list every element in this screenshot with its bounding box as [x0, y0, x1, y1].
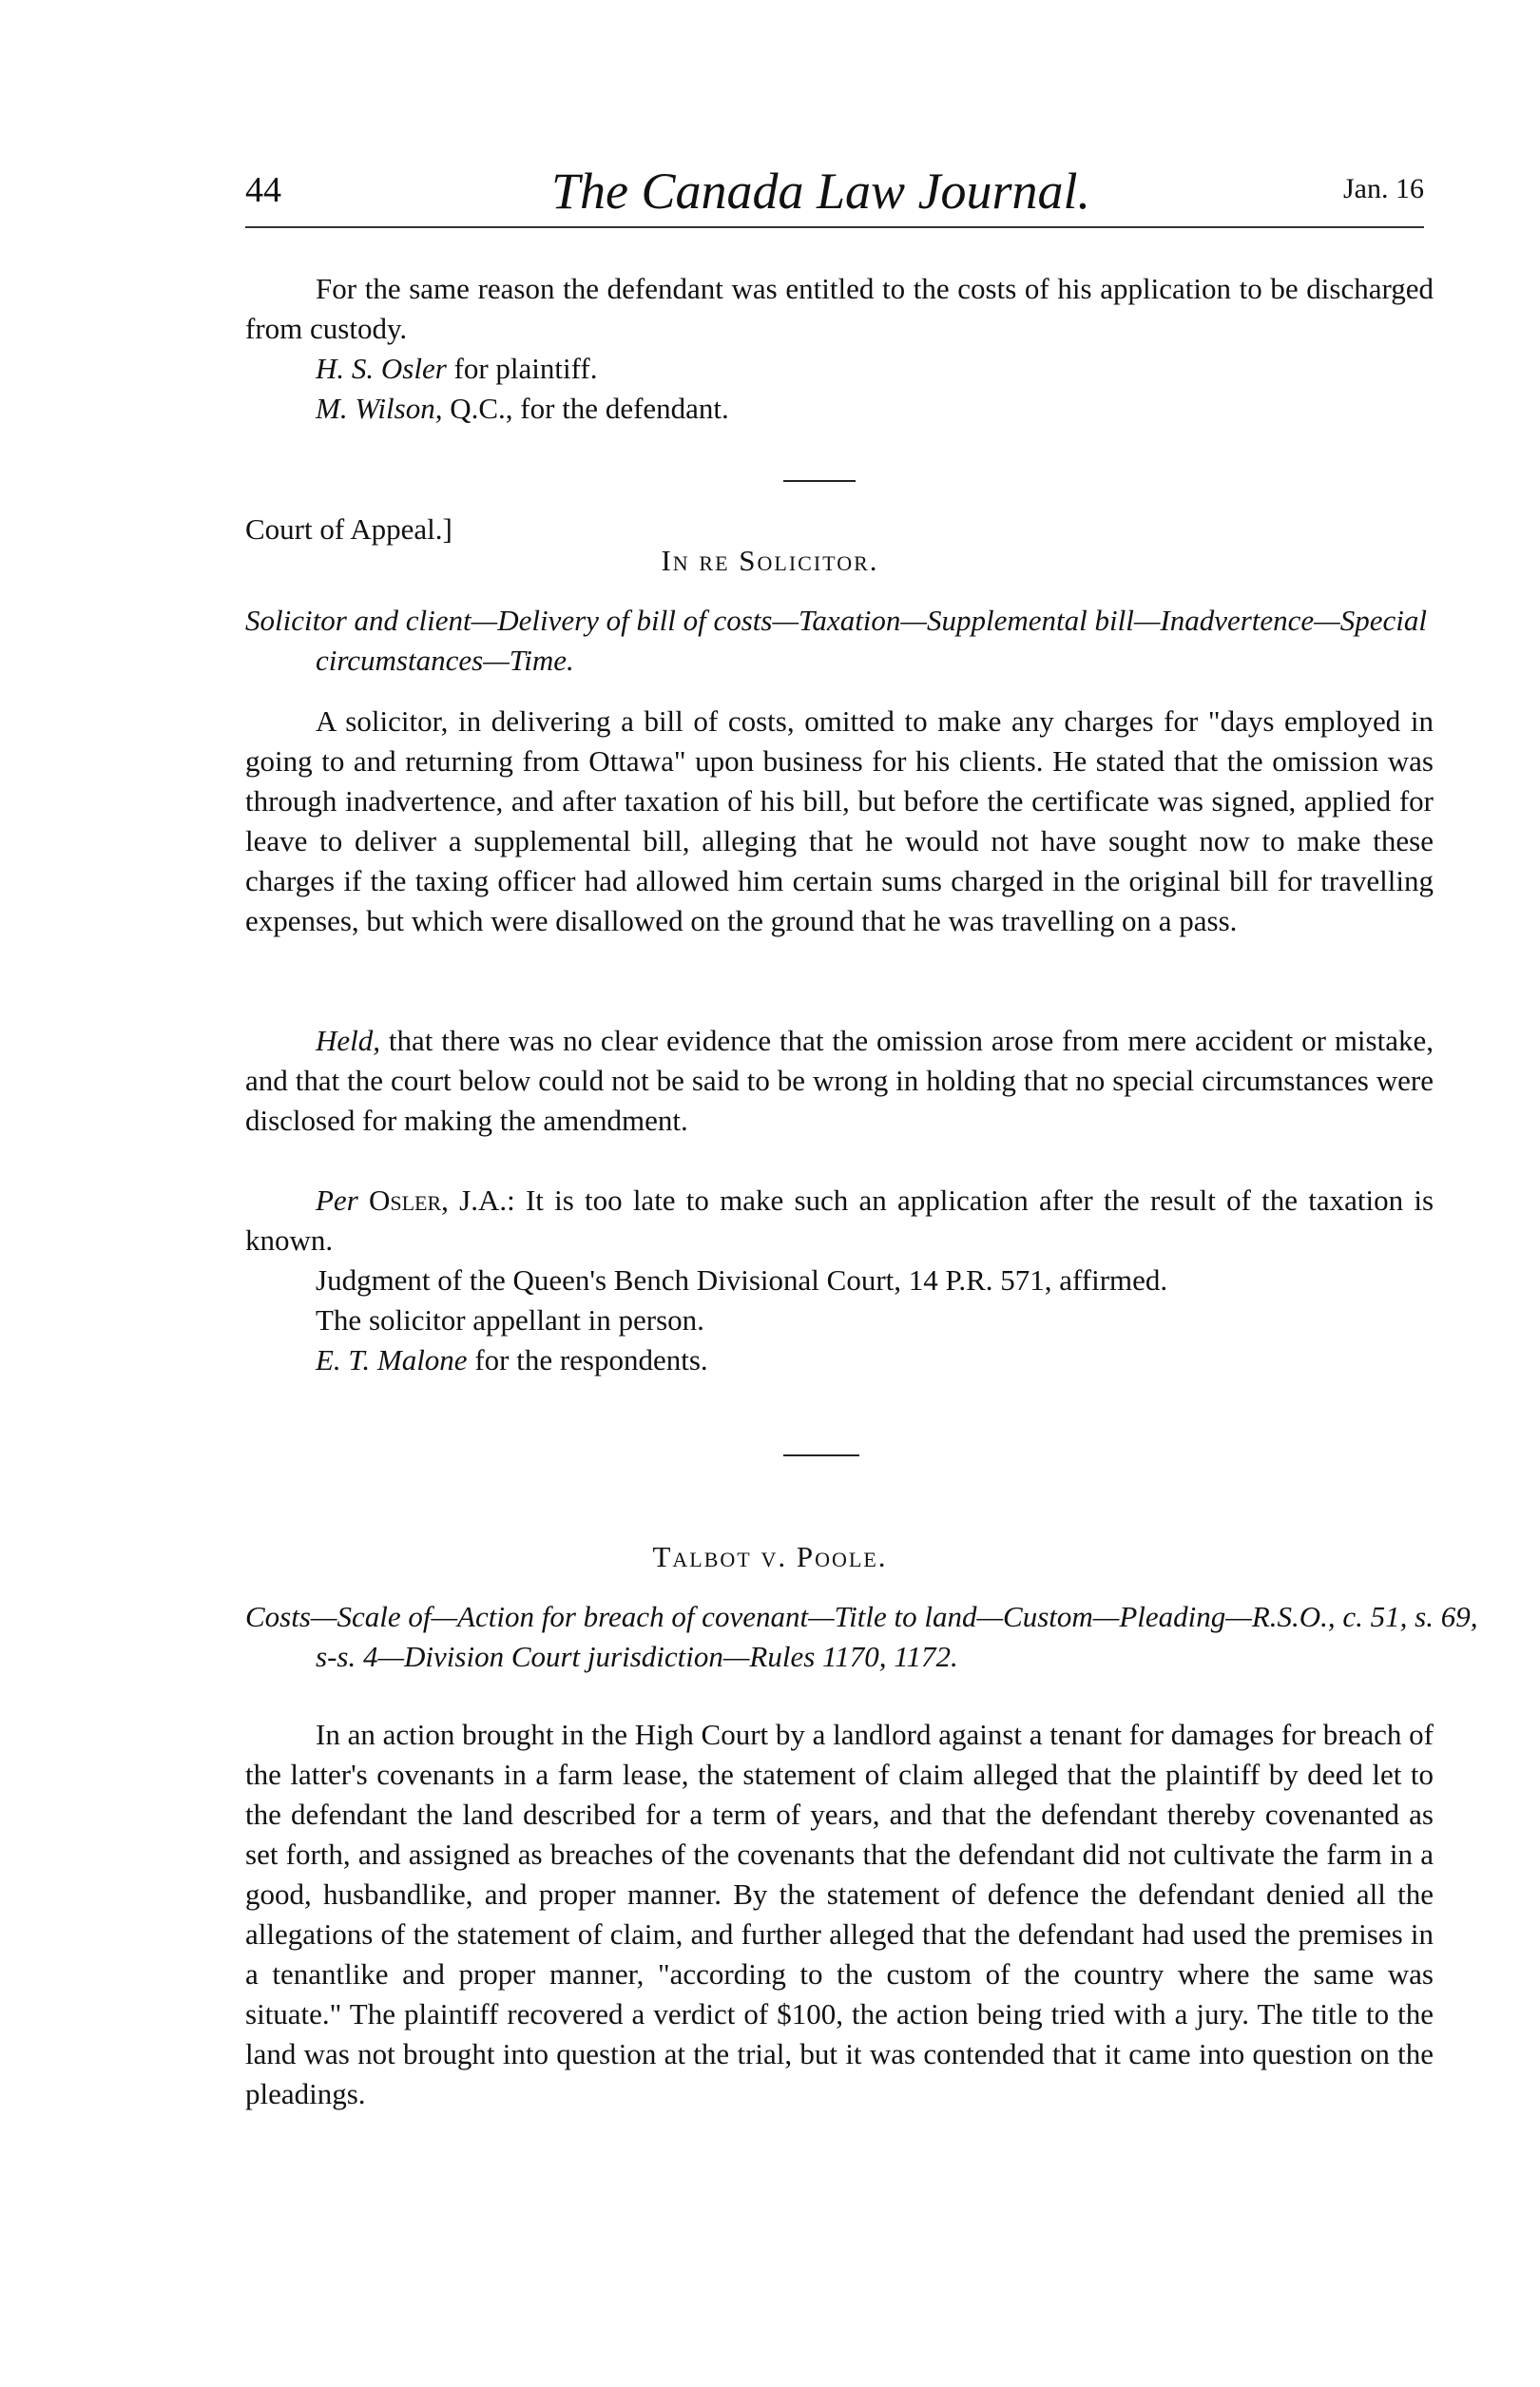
case-title: In re Solicitor. [661, 544, 879, 577]
respondent-counsel: E. T. Malone [316, 1343, 468, 1376]
journal-title: The Canada Law Journal. [551, 163, 1091, 220]
page-number: 44 [245, 170, 281, 210]
case-headnote-2: Costs—Scale of—Action for breach of covenant—Title to land—Custom—Pleading—R.S.O., c. 51, s. 69, s-s. 4—Division Court jurisdiction—Rules 1170, 1172. [245, 1600, 1478, 1673]
case-title-2: Talbot v. Poole. [652, 1540, 888, 1573]
counsel-plaintiff-role: for plaintiff. [446, 352, 598, 385]
counsel-defendant [316, 389, 729, 429]
issue-date: Jan. 16 [1343, 173, 1424, 204]
judgment-line: Judgment of the Queen's Bench Divisional Court, 14 P.R. 571, affirmed. [316, 1263, 1168, 1297]
section-divider-2 [783, 1454, 859, 1456]
per-word: Per [316, 1184, 358, 1217]
case-holding [245, 1021, 1434, 1141]
counsel-plaintiff-name: H. S. Osler [316, 352, 447, 385]
case-headnote: Solicitor and client—Delivery of bill of costs—Taxation—Supplemental bill—Inadvertence—Special circumstances—Time. [245, 604, 1427, 677]
header-rule [245, 226, 1424, 228]
held-word: Held, [316, 1024, 381, 1057]
court-name: Court of Appeal.] [245, 512, 452, 546]
section-divider [783, 480, 856, 482]
appellant-line: The solicitor appellant in person. [316, 1303, 704, 1337]
held-text: that there was no clear evidence that the omission arose from mere accident or mistake, and that the court below could not be said to be wrong in holding that no special circumstances were disclosed for making the amendment. [245, 1024, 1434, 1137]
per-text: It is too late to make such an application after the result of the taxation is known. [245, 1184, 1434, 1257]
counsel-plaintiff [316, 349, 597, 389]
respondent-line [316, 1340, 708, 1380]
respondent-role: for the respondents. [467, 1343, 708, 1376]
per-curiam [245, 1181, 1434, 1261]
counsel-defendant-role: Q.C., for the defendant. [442, 392, 729, 425]
case1-paragraph: For the same reason the defendant was entitled to the costs of his application to be discharged from custody. [245, 272, 1434, 345]
case-facts: A solicitor, in delivering a bill of costs, omitted to make any charges for "days employed in going to and returning from Ottawa" upon business for his clients. He stated that the omission was through inadvertence, and after taxation of his bill, but before the certificate was signed, applied for leave to deliver a supplemental bill, alleging that he would not have sought now to make these charges if the taxing officer had allowed him certain sums charged in the original bill for travelling expenses, but which were disallowed on the ground that he was travelling on a pass. [245, 704, 1434, 937]
case-facts-2: In an action brought in the High Court by a landlord against a tenant for damages for breach of the latter's covenants in a farm lease, the statement of claim alleged that the plaintiff by deed let to the defendant the land described for a term of years, and that the defendant thereby covenanted as set forth, and assigned as breaches of the covenants that the defendant did not cultivate the farm in a good, husbandlike, and proper manner. By the statement of defence the defendant denied all the allegations of the statement of claim, and further alleged that the defendant had used the premises in a tenantlike and proper manner, "according to the custom of the country where the same was situate." The plaintiff recovered a verdict of $100, the action being tried with a jury. The title to the land was not brought into question at the trial, but it was contended that it came into question on the pleadings. [245, 1718, 1434, 2110]
counsel-defendant-name: M. Wilson, [316, 392, 443, 425]
page-header [245, 162, 1424, 228]
per-judge: Osler, J.A.: [369, 1184, 515, 1217]
